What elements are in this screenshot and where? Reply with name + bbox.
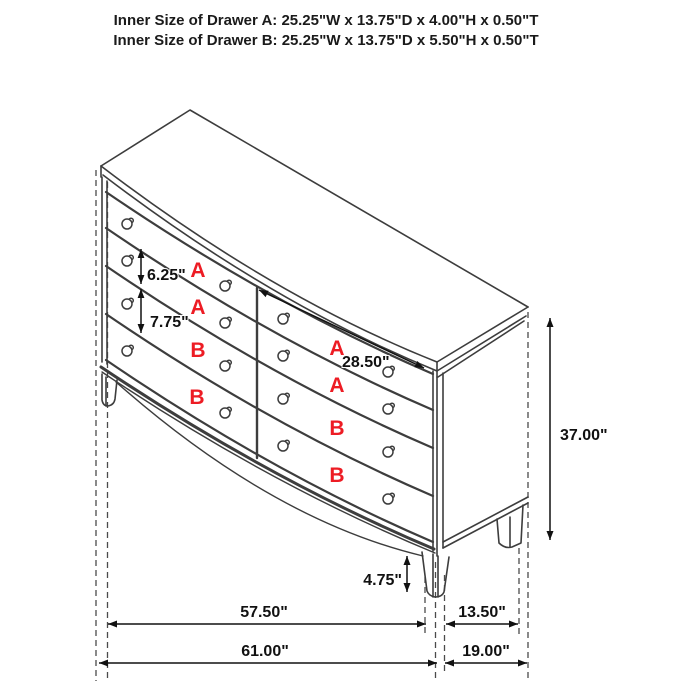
drawer-knob (278, 351, 288, 361)
drawer-knob (122, 256, 132, 266)
drawer-label: A (329, 374, 345, 397)
dim-front-leg-span-label: 57.50" (240, 604, 288, 621)
arrowhead (404, 556, 411, 565)
drawer-label: A (190, 259, 206, 282)
drawer-knob (383, 494, 393, 504)
dim-overall-height-label: 37.00" (560, 427, 608, 444)
arrowhead (446, 621, 455, 628)
top-front-edge (101, 166, 437, 362)
top-right-thickness-1 (437, 316, 526, 371)
arrowhead (138, 275, 145, 284)
dimension-labels (147, 267, 608, 660)
dimension-lines (99, 249, 550, 663)
drawer-knob (278, 314, 288, 324)
drawer-knob (122, 219, 132, 229)
drawer-knob (220, 408, 230, 418)
drawer-label: B (329, 464, 345, 487)
front-left-leg (102, 374, 117, 406)
drawer-label: B (190, 339, 206, 362)
arrowhead (547, 531, 554, 540)
drawer-label: A (190, 296, 206, 319)
drawer-knob (278, 394, 288, 404)
header-spec-block (113, 12, 538, 49)
drawer-a-spec-text: Inner Size of Drawer A: 25.25"W x 13.75"D x 4.00"H x 0.50"T (113, 12, 539, 29)
dim-side-leg-span-label: 13.50" (458, 604, 506, 621)
side-bottom-rail-top (443, 497, 528, 542)
dim-drawer-b-height-label: 7.75" (150, 314, 189, 331)
arrowhead (138, 324, 145, 333)
arrowhead (259, 290, 269, 297)
drawer-knob (220, 281, 230, 291)
dim-drawer-a-height-label: 6.25" (147, 267, 186, 284)
arrowhead (509, 621, 518, 628)
drawer-knob (383, 404, 393, 414)
drawer-knob (122, 346, 132, 356)
drawer-label: A (329, 337, 345, 360)
drawer-label: B (189, 386, 205, 409)
arrowhead (547, 318, 554, 327)
dim-overall-depth-label: 19.00" (462, 643, 510, 660)
dim-leg-height-label: 4.75" (363, 572, 402, 589)
arrowhead (445, 660, 454, 667)
dim-right-section-width-label: 28.50" (342, 354, 390, 371)
base-rail-thick (101, 367, 434, 549)
drawer-knob (278, 441, 288, 451)
arrowhead (404, 583, 411, 592)
top-right-edge (437, 307, 528, 362)
drawer-knob (220, 361, 230, 371)
drawer-label: B (329, 417, 345, 440)
side-bottom-rail-bottom (443, 503, 528, 548)
arrowhead (518, 660, 527, 667)
arrowhead (108, 621, 117, 628)
dresser-line-art (101, 110, 528, 597)
dim-overall-width-label: 61.00" (241, 643, 289, 660)
arrowhead (99, 660, 108, 667)
drawer-knob (122, 299, 132, 309)
top-right-thickness-2 (438, 321, 524, 377)
drawer-knob (220, 318, 230, 328)
drawer-knob (383, 447, 393, 457)
drawer-b-spec-text: Inner Size of Drawer B: 25.25"W x 13.75"D x 5.50"H x 0.50"T (113, 32, 539, 49)
